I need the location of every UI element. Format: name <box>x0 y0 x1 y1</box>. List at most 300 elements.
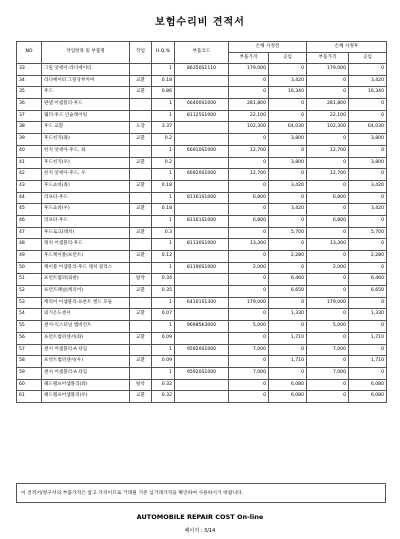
row-after-price: 2,000 <box>307 262 349 274</box>
row-part-code <box>175 251 229 263</box>
row-hq: 1 <box>152 262 175 274</box>
row-before-labor: 0 <box>269 297 307 309</box>
row-hq: 0.12 <box>152 251 175 263</box>
row-after-price: 0 <box>307 87 349 99</box>
row-after-price: 0 <box>307 227 349 239</box>
row-after-labor: 6,460 <box>349 274 387 286</box>
row-no: 61 <box>17 391 42 403</box>
row-after-price: 12,700 <box>307 169 349 181</box>
row-before-labor: 0 <box>269 64 307 76</box>
table-row <box>17 239 387 251</box>
row-part-code <box>175 122 229 134</box>
row-part-code: 81130S1000 <box>175 239 229 251</box>
row-item: 센서 어셈블리-A 타입 <box>42 344 130 356</box>
row-after-price: 13,300 <box>307 239 349 251</box>
row-item: 그릴 앗세이-라디에이터 <box>42 64 130 76</box>
row-work: 교환 <box>130 391 152 403</box>
table-row <box>17 227 387 239</box>
row-work <box>130 145 152 157</box>
row-after-price: 7,000 <box>307 344 349 356</box>
document-title: 보험수리비 견적서 <box>155 17 245 28</box>
table-row <box>17 297 387 309</box>
row-after-labor: 0 <box>349 344 387 356</box>
row-work: 교환 <box>130 286 152 298</box>
row-after-price: 0 <box>307 356 349 368</box>
row-after-labor: 0 <box>349 367 387 379</box>
row-hq: 0.34 <box>152 274 175 286</box>
row-before-price: 0 <box>229 204 269 216</box>
row-part-code: 96985K3000 <box>175 321 229 333</box>
row-before-labor: 0 <box>269 110 307 122</box>
row-after-price: 0 <box>307 204 349 216</box>
row-before-labor: 3,420 <box>269 75 307 87</box>
table-row <box>17 169 387 181</box>
row-after-labor: 2,280 <box>349 251 387 263</box>
row-part-code: 66910S1000 <box>175 145 229 157</box>
row-work: 교환 <box>130 309 152 321</box>
row-hq: 0.18 <box>152 180 175 192</box>
row-before-price: 0 <box>229 356 269 368</box>
row-hq: 0.86 <box>152 87 175 99</box>
row-part-code: 81125S1000 <box>175 110 229 122</box>
row-before-price: 281,800 <box>229 99 269 111</box>
table-row <box>17 87 387 99</box>
row-part-code <box>175 286 229 298</box>
row-item: 웨더-후드 인슐레이팅 <box>42 110 130 122</box>
row-after-labor: 0 <box>349 169 387 181</box>
row-before-price: 6,800 <box>229 192 269 204</box>
row-after-price: 0 <box>307 332 349 344</box>
row-after-price: 0 <box>307 75 349 87</box>
row-before-labor: 1,330 <box>269 309 307 321</box>
row-before-price: 22,100 <box>229 110 269 122</box>
row-before-price: 6,800 <box>229 215 269 227</box>
row-work: 교환 <box>130 134 152 146</box>
row-item: 후드 교환 <box>42 122 130 134</box>
row-no: 44 <box>17 192 42 204</box>
row-item: 후드 <box>42 87 130 99</box>
row-part-code <box>175 87 229 99</box>
header-hq: H.Q.% <box>152 42 175 64</box>
table-row <box>17 262 387 274</box>
row-before-labor: 2,280 <box>269 251 307 263</box>
row-work <box>130 192 152 204</box>
row-hq: 0.07 <box>152 309 175 321</box>
row-no: 60 <box>17 379 42 391</box>
row-part-code <box>175 356 229 368</box>
row-item: 캐리어 어셈블리-프론트 엔드 모듈 <box>42 297 130 309</box>
row-after-price: 0 <box>307 309 349 321</box>
row-hq: 1 <box>152 169 175 181</box>
row-work: 교환 <box>130 157 152 169</box>
row-hq: 0.32 <box>152 379 175 391</box>
row-item: 프런트범퍼(외판) <box>42 274 130 286</box>
header-code: 부품코드 <box>175 42 229 64</box>
table-row <box>17 145 387 157</box>
row-no: 47 <box>17 227 42 239</box>
row-before-price: 0 <box>229 391 269 403</box>
row-hq: 0.2 <box>152 134 175 146</box>
row-work <box>130 99 152 111</box>
row-before-price: 102,300 <box>229 122 269 134</box>
row-no: 35 <box>17 87 42 99</box>
row-after-price: 0 <box>307 157 349 169</box>
row-before-price: 0 <box>229 309 269 321</box>
row-hq: 3.37 <box>152 122 175 134</box>
row-item: 프런트범퍼센서(우) <box>42 356 130 368</box>
row-before-labor: 0 <box>269 262 307 274</box>
row-after-labor: 6,080 <box>349 391 387 403</box>
table-row <box>17 321 387 333</box>
table-row <box>17 309 387 321</box>
row-part-code <box>175 379 229 391</box>
row-hq: 0.18 <box>152 204 175 216</box>
row-item: 외기온도센서 <box>42 309 130 321</box>
table-row <box>17 286 387 298</box>
row-after-labor: 0 <box>349 239 387 251</box>
row-before-price: 0 <box>229 286 269 298</box>
row-work <box>130 321 152 333</box>
row-no: 34 <box>17 75 42 87</box>
row-before-labor: 64,030 <box>269 122 307 134</box>
table-row <box>17 332 387 344</box>
row-item: 헤드램프어셈블리(좌) <box>42 379 130 391</box>
row-before-labor: 5,700 <box>269 227 307 239</box>
row-work: 교환 <box>130 332 152 344</box>
footer-brand: AUTOMOBILE REPAIR COST On-line <box>136 513 264 521</box>
row-after-price: 0 <box>307 251 349 263</box>
table-row <box>17 215 387 227</box>
row-work: 교환 <box>130 75 152 87</box>
row-no: 37 <box>17 110 42 122</box>
row-item: 힌지 앗세이-후드, 우 <box>42 169 130 181</box>
row-after-labor: 0 <box>349 192 387 204</box>
row-after-labor: 3,420 <box>349 204 387 216</box>
row-after-labor: 1,710 <box>349 356 387 368</box>
row-before-labor: 3,800 <box>269 134 307 146</box>
row-part-code <box>175 309 229 321</box>
row-after-labor: 0 <box>349 321 387 333</box>
row-work <box>130 367 152 379</box>
row-after-price: 6,800 <box>307 192 349 204</box>
row-work: 교환 <box>130 180 152 192</box>
table-row <box>17 157 387 169</box>
row-item: 라디에이터 그릴상부커버 <box>42 75 130 87</box>
row-after-labor: 0 <box>349 215 387 227</box>
row-after-labor: 0 <box>349 262 387 274</box>
row-work: 탈착 <box>130 274 152 286</box>
row-hq: 1 <box>152 64 175 76</box>
row-hq: 0.35 <box>152 286 175 298</box>
row-no: 58 <box>17 356 42 368</box>
row-before-labor: 0 <box>269 99 307 111</box>
table-row <box>17 379 387 391</box>
row-no: 40 <box>17 145 42 157</box>
row-after-price: 12,700 <box>307 145 349 157</box>
row-after-price: 5,000 <box>307 321 349 333</box>
table-row <box>17 134 387 146</box>
row-work: 교환 <box>130 87 152 99</box>
header-after-adjustment: 손해 사정후 <box>307 42 387 53</box>
row-hq: 0.09 <box>152 356 175 368</box>
row-no: 50 <box>17 262 42 274</box>
row-work <box>130 262 152 274</box>
row-before-price: 0 <box>229 227 269 239</box>
table-row <box>17 64 387 76</box>
row-after-labor: 64,030 <box>349 122 387 134</box>
row-item: 후드힌지(우) <box>42 157 130 169</box>
row-no: 38 <box>17 122 42 134</box>
row-hq: 0.18 <box>152 75 175 87</box>
row-after-labor: 3,420 <box>349 180 387 192</box>
row-before-price: 0 <box>229 87 269 99</box>
row-before-labor: 3,420 <box>269 204 307 216</box>
row-part-code: 81161S1000 <box>175 215 229 227</box>
row-after-price: 281,800 <box>307 99 349 111</box>
row-before-labor: 0 <box>269 367 307 379</box>
row-no: 59 <box>17 367 42 379</box>
row-before-price: 2,000 <box>229 262 269 274</box>
row-before-labor: 0 <box>269 239 307 251</box>
row-before-price: 5,000 <box>229 321 269 333</box>
row-after-labor: 6,650 <box>349 286 387 298</box>
row-part-code <box>175 227 229 239</box>
row-hq: 1 <box>152 321 175 333</box>
table-body <box>17 64 387 403</box>
row-before-labor: 0 <box>269 169 307 181</box>
row-after-price: 179,000 <box>307 64 349 76</box>
row-work: 교환 <box>130 204 152 216</box>
row-part-code: 95920S1000 <box>175 344 229 356</box>
row-part-code: 66920S1000 <box>175 169 229 181</box>
row-before-price: 179,000 <box>229 297 269 309</box>
row-no: 42 <box>17 169 42 181</box>
row-hq: 1 <box>152 344 175 356</box>
row-work <box>130 239 152 251</box>
table-row <box>17 192 387 204</box>
row-part-code <box>175 134 229 146</box>
row-after-labor: 0 <box>349 297 387 309</box>
row-item: 센서-익스터널 앰비언트 <box>42 321 130 333</box>
row-after-labor: 0 <box>349 64 387 76</box>
row-item: 후드쇼바(좌) <box>42 180 130 192</box>
row-after-labor: 0 <box>349 110 387 122</box>
row-work: 교환 <box>130 356 152 368</box>
row-part-code <box>175 180 229 192</box>
row-work <box>130 297 152 309</box>
row-before-labor: 0 <box>269 215 307 227</box>
table-row <box>17 391 387 403</box>
row-no: 46 <box>17 215 42 227</box>
row-before-price: 0 <box>229 332 269 344</box>
row-hq: 1 <box>152 297 175 309</box>
row-hq: 1 <box>152 110 175 122</box>
row-part-code <box>175 157 229 169</box>
row-after-price: 0 <box>307 134 349 146</box>
row-after-price: 179,000 <box>307 297 349 309</box>
row-before-price: 7,000 <box>229 344 269 356</box>
row-hq: 1 <box>152 239 175 251</box>
row-part-code: 81190S1000 <box>175 262 229 274</box>
row-after-price: 0 <box>307 379 349 391</box>
row-after-price: 0 <box>307 391 349 403</box>
row-work <box>130 344 152 356</box>
row-no: 54 <box>17 309 42 321</box>
row-before-price: 0 <box>229 180 269 192</box>
row-no: 36 <box>17 99 42 111</box>
row-before-labor: 6,080 <box>269 391 307 403</box>
row-before-labor: 0 <box>269 344 307 356</box>
row-before-price: 0 <box>229 274 269 286</box>
row-item: 리프터-후드 <box>42 192 130 204</box>
row-item: 후드케이블(프런트) <box>42 251 130 263</box>
estimate-table <box>16 41 387 403</box>
row-before-labor: 3,800 <box>269 157 307 169</box>
row-item: 후드쇼바(우) <box>42 204 130 216</box>
row-part-code: 95920S1000 <box>175 367 229 379</box>
row-part-code <box>175 274 229 286</box>
row-after-price: 22,100 <box>307 110 349 122</box>
row-item: 판넬 어셈블리-후드 <box>42 99 130 111</box>
row-no: 48 <box>17 239 42 251</box>
row-after-labor: 1,330 <box>349 309 387 321</box>
row-after-price: 0 <box>307 180 349 192</box>
row-work <box>130 215 152 227</box>
row-before-price: 0 <box>229 157 269 169</box>
row-no: 49 <box>17 251 42 263</box>
row-item: 프런트범퍼센서(좌) <box>42 332 130 344</box>
header-after-price: 부품가격 <box>307 53 349 64</box>
row-after-labor: 3,420 <box>349 75 387 87</box>
row-part-code <box>175 204 229 216</box>
row-before-price: 0 <box>229 379 269 391</box>
row-part-code: 86350S1110 <box>175 64 229 76</box>
table-row <box>17 274 387 286</box>
header-item: 작업항목 및 부품명 <box>42 42 130 64</box>
row-item: 헤드램프어셈블리(우) <box>42 391 130 403</box>
table-row <box>17 110 387 122</box>
row-item: 리프터-후드 <box>42 215 130 227</box>
header-before-price: 부품가격 <box>229 53 269 64</box>
header-after-labor: 공임 <box>349 53 387 64</box>
row-item: 후드로크(래치) <box>42 227 130 239</box>
row-item: 케이블 어셈블리-후드 래치 릴리스 <box>42 262 130 274</box>
row-before-labor: 6,460 <box>269 274 307 286</box>
row-item: 후드힌지(좌) <box>42 134 130 146</box>
row-no: 52 <box>17 286 42 298</box>
row-hq: 1 <box>152 215 175 227</box>
row-part-code: 81161S1000 <box>175 192 229 204</box>
row-after-labor: 0 <box>349 145 387 157</box>
row-item: 센서 어셈블리-A 타입 <box>42 367 130 379</box>
row-before-price: 0 <box>229 134 269 146</box>
table-row <box>17 75 387 87</box>
table-row <box>17 122 387 134</box>
row-hq: 0.32 <box>152 391 175 403</box>
row-before-labor: 6,650 <box>269 286 307 298</box>
row-no: 53 <box>17 297 42 309</box>
row-after-labor: 16,340 <box>349 87 387 99</box>
row-after-labor: 0 <box>349 99 387 111</box>
row-work <box>130 169 152 181</box>
row-after-labor: 3,800 <box>349 134 387 146</box>
disclaimer-note: 이 견적서/청구서의 부품가격은 참고 가격이므로 거래될 기존 심거래가격을 확인하여 사용하시기 바랍니다. <box>16 483 386 503</box>
header-no: NO <box>17 42 42 64</box>
row-hq: 0.2 <box>152 157 175 169</box>
row-before-labor: 0 <box>269 192 307 204</box>
row-after-labor: 1,710 <box>349 332 387 344</box>
row-hq: 1 <box>152 145 175 157</box>
row-before-price: 0 <box>229 75 269 87</box>
table-row <box>17 344 387 356</box>
page-number: 페이지 : 3/14 <box>184 528 216 534</box>
row-before-labor: 1,710 <box>269 332 307 344</box>
row-after-price: 6,800 <box>307 215 349 227</box>
row-no: 57 <box>17 344 42 356</box>
row-no: 45 <box>17 204 42 216</box>
row-hq: 1 <box>152 99 175 111</box>
row-before-price: 179,000 <box>229 64 269 76</box>
row-after-price: 102,300 <box>307 122 349 134</box>
row-before-price: 0 <box>229 251 269 263</box>
row-part-code <box>175 332 229 344</box>
row-work: 교환 <box>130 251 152 263</box>
row-before-labor: 0 <box>269 321 307 333</box>
row-hq: 1 <box>152 367 175 379</box>
row-hq: 0.09 <box>152 332 175 344</box>
header-before-adjustment: 손해 사정전 <box>229 42 307 53</box>
row-work <box>130 64 152 76</box>
row-item: 힌지 앗세이-후드, 좌 <box>42 145 130 157</box>
row-after-labor: 6,080 <box>349 379 387 391</box>
row-no: 51 <box>17 274 42 286</box>
row-work: 탈착 <box>130 379 152 391</box>
row-before-price: 7,000 <box>229 367 269 379</box>
row-before-labor: 1,710 <box>269 356 307 368</box>
row-no: 55 <box>17 321 42 333</box>
row-item: 프런트패널(캐리어) <box>42 286 130 298</box>
table-row <box>17 367 387 379</box>
row-part-code: 66400S1000 <box>175 99 229 111</box>
row-part-code <box>175 75 229 87</box>
row-before-labor: 16,340 <box>269 87 307 99</box>
row-hq: 1 <box>152 192 175 204</box>
row-after-price: 0 <box>307 274 349 286</box>
row-no: 41 <box>17 157 42 169</box>
row-before-price: 13,300 <box>229 239 269 251</box>
table-row <box>17 356 387 368</box>
row-after-price: 7,000 <box>307 367 349 379</box>
table-header <box>17 42 387 64</box>
row-hq: 0.3 <box>152 227 175 239</box>
row-no: 43 <box>17 180 42 192</box>
row-work <box>130 110 152 122</box>
header-before-labor: 공임 <box>269 53 307 64</box>
header-work: 작업 <box>130 42 152 64</box>
row-no: 33 <box>17 64 42 76</box>
table-row <box>17 99 387 111</box>
row-after-labor: 3,800 <box>349 157 387 169</box>
row-item: 래치 어셈블리-후드 <box>42 239 130 251</box>
row-part-code <box>175 391 229 403</box>
row-no: 39 <box>17 134 42 146</box>
row-work: 교환 <box>130 227 152 239</box>
table-row <box>17 204 387 216</box>
row-after-price: 0 <box>307 286 349 298</box>
row-before-price: 12,700 <box>229 145 269 157</box>
row-before-price: 12,700 <box>229 169 269 181</box>
row-part-code: 64101S1300 <box>175 297 229 309</box>
